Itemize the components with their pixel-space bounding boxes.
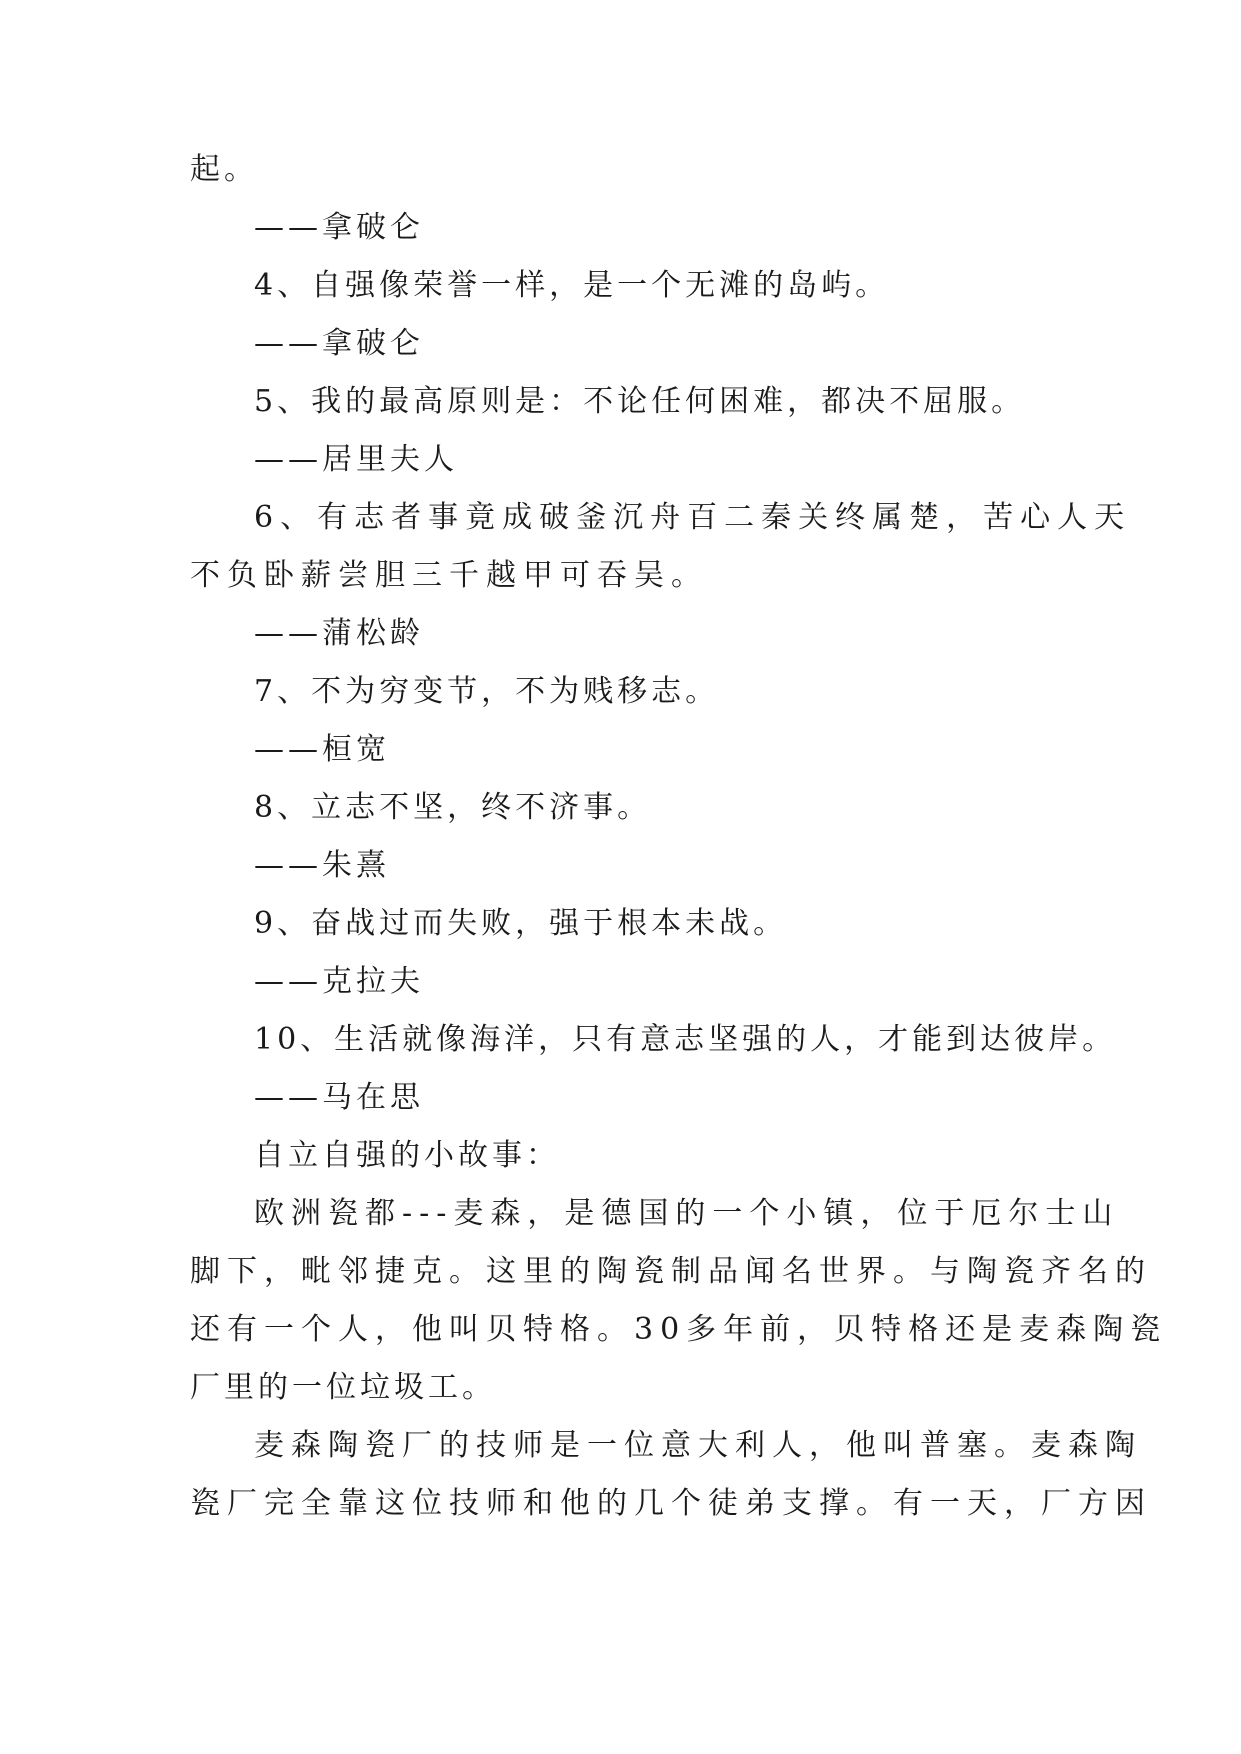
story-paragraph-line: 欧洲瓷都---麦森，是德国的一个小镇，位于厄尔士山 — [254, 1196, 1120, 1231]
story-paragraph-line: 脚下，毗邻捷克。这里的陶瓷制品闻名世界。与陶瓷齐名的 — [190, 1254, 1152, 1289]
quote-attribution: ——居里夫人 — [254, 442, 458, 477]
quote-item: 5、我的最高原则是：不论任何困难，都决不屈服。 — [254, 384, 1026, 419]
quote-attribution: ——蒲松龄 — [254, 616, 424, 651]
story-paragraph-line: 还有一个人，他叫贝特格。30多年前，贝特格还是麦森陶瓷 — [190, 1312, 1168, 1347]
quote-attribution: ——克拉夫 — [254, 964, 424, 999]
quote-attribution: ——拿破仑 — [254, 210, 424, 245]
story-paragraph-line: 厂里的一位垃圾工。 — [190, 1370, 496, 1405]
quote-item: 10、生活就像海洋，只有意志坚强的人，才能到达彼岸。 — [254, 1022, 1117, 1057]
quote-item: 4、自强像荣誉一样，是一个无滩的岛屿。 — [254, 268, 890, 303]
quote-item-continued: 不负卧薪尝胆三千越甲可吞吴。 — [190, 558, 708, 593]
quote-attribution: ——拿破仑 — [254, 326, 424, 361]
quote-attribution: ——桓宽 — [254, 732, 390, 767]
quote-item: 6、有志者事竟成破釜沉舟百二秦关终属楚，苦心人天 — [254, 500, 1132, 535]
quote-attribution: ——朱熹 — [254, 848, 390, 883]
quote-item: 8、立志不坚，终不济事。 — [254, 790, 652, 825]
quote-item: 7、不为穷变节，不为贱移志。 — [254, 674, 720, 709]
story-paragraph-line: 瓷厂完全靠这位技师和他的几个徒弟支撑。有一天，厂方因 — [190, 1486, 1152, 1521]
quote-item: 9、奋战过而失败，强于根本未战。 — [254, 906, 788, 941]
section-heading: 自立自强的小故事： — [254, 1138, 560, 1173]
quote-attribution: ——马在思 — [254, 1080, 424, 1115]
text-line: 起。 — [190, 152, 258, 187]
story-paragraph-line: 麦森陶瓷厂的技师是一位意大利人，他叫普塞。麦森陶 — [254, 1428, 1142, 1463]
